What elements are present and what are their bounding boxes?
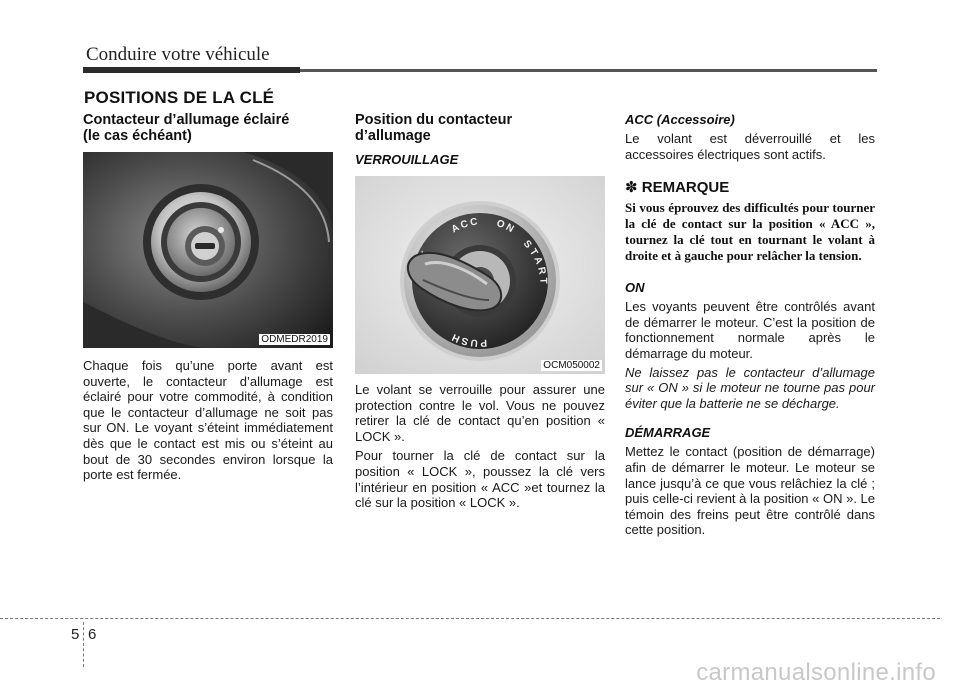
acc-label: ACC: [449, 216, 481, 236]
note-heading: [625, 179, 875, 197]
footer-divider: [0, 618, 940, 619]
chapter-number: 5: [71, 626, 80, 643]
col1-heading-line1: Contacteur d’allumage éclairé: [83, 112, 290, 128]
footer-vertical-divider: [83, 622, 84, 667]
watermark: carmanualsonline.info: [696, 659, 936, 686]
start-subhead: DÉMARRAGE: [625, 425, 711, 441]
col2-heading-line1: Position du contacteur: [355, 112, 513, 128]
col1-body-text: Chaque fois qu’une porte avant est ouverte, le contacteur d’allumage est éclairé pour votre commodité, à condition que le contacteur d’allumage ne soit pas sur ON. Le voyant s’éteint immédiatement dès que le contact est mis ou s’éteint au bout de 30 secondes environ lorsque la porte est fermée.: [83, 358, 333, 483]
push-label: PUSH: [448, 330, 488, 349]
lock-subhead: VERROUILLAGE: [355, 152, 459, 167]
key-positions-figure: [355, 176, 605, 374]
on-warning-text: Ne laissez pas le contacteur d’allumage sur « ON » si le moteur ne tourne pas pour éviter que la batterie ne se décharge.: [625, 364, 875, 411]
acc-body-text: Le volant est déverrouillé et les accessoires électriques sont actifs.: [625, 131, 875, 162]
on-body-text: Les voyants peuvent être contrôlés avant de démarrer le moteur. C’est la position de fonctionnement normale après le démarrage du moteur.: [625, 299, 875, 361]
page-number: 6: [88, 626, 97, 643]
col1-heading-line2: (le cas échéant): [83, 128, 192, 144]
column-1: [83, 112, 333, 483]
note-body-text: Si vous éprouvez des difficultés pour tourner la clé de contact sur la position « ACC », tournez la clé tout en tournant le volant à droite et à gauche pour relâcher la tension.: [625, 200, 875, 264]
section-title: POSITIONS DE LA CLÉ: [84, 88, 275, 107]
col2-heading: [355, 112, 605, 144]
note-star-icon: ✽: [625, 179, 638, 197]
header-rule-light: [300, 69, 877, 72]
key-cylinder-illustration: [355, 176, 605, 374]
chapter-title: Conduire votre véhicule: [86, 44, 270, 65]
figure-caption: OCM050002: [543, 360, 600, 371]
column-3: [625, 112, 875, 538]
ignition-switch-photo: [83, 152, 333, 348]
on-subhead: ON: [625, 280, 645, 296]
header-rule-dark: [83, 67, 300, 73]
start-label: START: [520, 238, 549, 287]
acc-subhead: ACC (Accessoire): [625, 112, 735, 127]
on-label: ON: [494, 218, 518, 236]
illuminated-ignition-figure: [83, 152, 333, 348]
col2-heading-line2: d’allumage: [355, 128, 431, 144]
note-title: REMARQUE: [641, 179, 730, 197]
lock-body-text-1: Le volant se verrouille pour assurer une protection contre le vol. Vous ne pouvez retirer la clé de contact qu’en position « LOCK ».: [355, 382, 605, 444]
col1-heading: [83, 112, 333, 144]
start-body-text: Mettez le contact (position de démarrage) afin de démarrer le moteur. Le moteur se lance jusqu’à ce que vous relâchiez la clé ; puis celle-ci revient à la position « ON ». Le témoin des freins peut être contrôlé dans cette position.: [625, 444, 876, 538]
lock-body-text-2: Pour tourner la clé de contact sur la position « LOCK », poussez la clé vers l’intérieur en position « ACC »et tournez la clé sur la position « LOCK ».: [355, 448, 605, 511]
column-2: [355, 112, 605, 511]
figure-caption: ODMEDR2019: [261, 334, 328, 345]
